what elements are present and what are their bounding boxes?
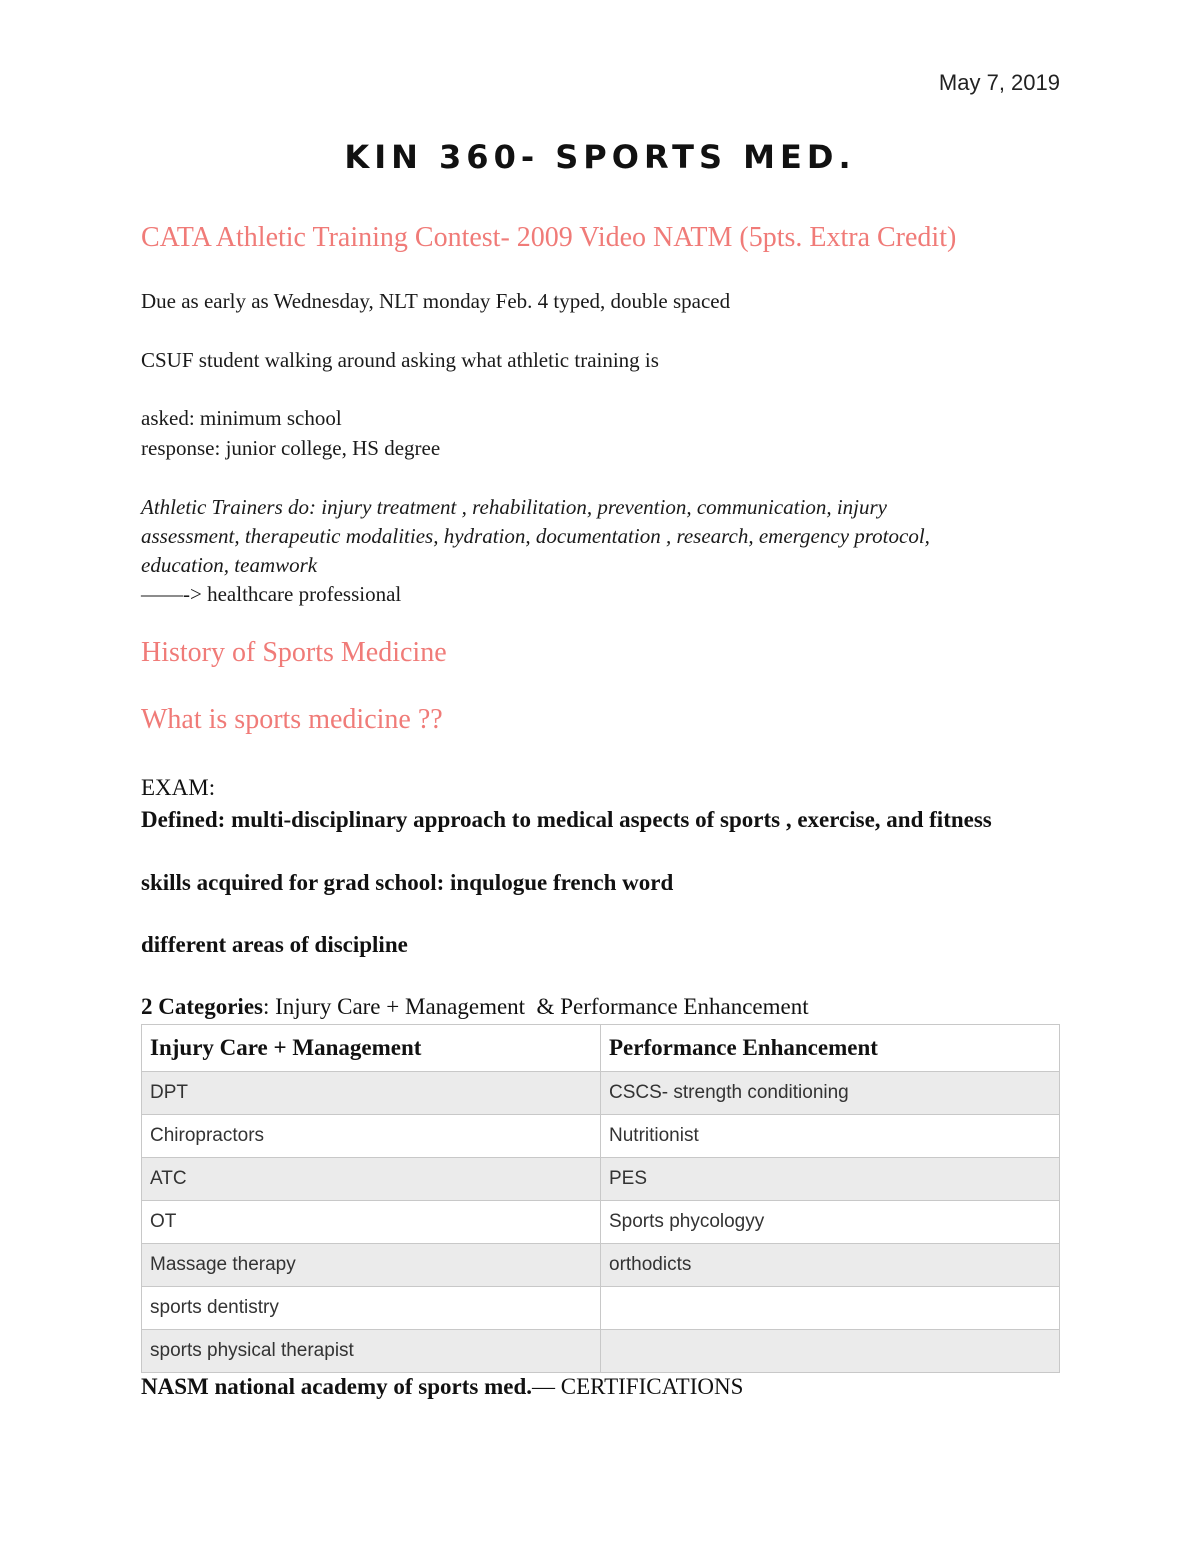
table-cell: Massage therapy: [142, 1244, 601, 1287]
contest-heading: CATA Athletic Training Contest- 2009 Video NATM (5pts. Extra Credit): [141, 222, 957, 253]
table-row: [142, 1244, 1060, 1287]
table-row: [142, 1115, 1060, 1158]
table-row: [142, 1287, 1060, 1330]
table-cell: sports physical therapist: [142, 1330, 601, 1373]
nasm-line: [141, 1374, 743, 1400]
table-cell: ATC: [142, 1158, 601, 1201]
what-is-heading: What is sports medicine ??: [141, 704, 443, 735]
categories-table: [141, 1024, 1060, 1373]
table-cell: DPT: [142, 1072, 601, 1115]
categories-line: [141, 991, 809, 1023]
header-injury-care: Injury Care + Management: [142, 1025, 601, 1072]
table-row: [142, 1201, 1060, 1244]
history-heading: History of Sports Medicine: [141, 637, 447, 668]
table-cell: CSCS- strength conditioning: [601, 1072, 1060, 1115]
defined-line: Defined: multi-disciplinary approach to medical aspects of sports , exercise, and fitness: [141, 807, 992, 832]
table-cell: [601, 1330, 1060, 1373]
due-line: Due as early as Wednesday, NLT monday Feb. 4 typed, double spaced: [141, 289, 731, 313]
categories-label: 2 Categories: [141, 994, 263, 1019]
healthcare-arrow-line: ——-> healthcare professional: [141, 582, 402, 606]
table-row: [142, 1072, 1060, 1115]
response-line: response: junior college, HS degree: [141, 436, 441, 460]
trainers-do-line-3: education, teamwork: [141, 553, 318, 577]
asked-line: asked: minimum school: [141, 406, 342, 430]
csuf-line: CSUF student walking around asking what athletic training is: [141, 348, 659, 372]
categories-text: : Injury Care + Management & Performance Enhancement: [263, 994, 809, 1019]
nasm-rest: — CERTIFICATIONS: [532, 1374, 744, 1399]
table-cell: Sports phycologyy: [601, 1201, 1060, 1244]
trainers-do-line-1: Athletic Trainers do: injury treatment , rehabilitation, prevention, communication, injury: [141, 495, 887, 519]
table-cell: Nutritionist: [601, 1115, 1060, 1158]
table-cell: sports dentistry: [142, 1287, 601, 1330]
exam-label: EXAM:: [141, 775, 216, 800]
areas-line: different areas of discipline: [141, 932, 408, 957]
table-cell: OT: [142, 1201, 601, 1244]
table-cell: Chiropractors: [142, 1115, 601, 1158]
trainers-do-line-2: assessment, therapeutic modalities, hydration, documentation , research, emergency protocol,: [141, 524, 930, 548]
table-cell: PES: [601, 1158, 1060, 1201]
table-row: [142, 1330, 1060, 1373]
table-cell: orthodicts: [601, 1244, 1060, 1287]
document-date: May 7, 2019: [938, 70, 1060, 95]
table-cell: [601, 1287, 1060, 1330]
skills-line: skills acquired for grad school: inqulogue french word: [141, 870, 674, 895]
header-performance: Performance Enhancement: [601, 1025, 1060, 1072]
table-row: [142, 1158, 1060, 1201]
table-header-row: [142, 1025, 1060, 1072]
document-title: KIN 360- SPORTS MED.: [344, 138, 856, 176]
nasm-bold: NASM national academy of sports med.: [141, 1374, 532, 1399]
